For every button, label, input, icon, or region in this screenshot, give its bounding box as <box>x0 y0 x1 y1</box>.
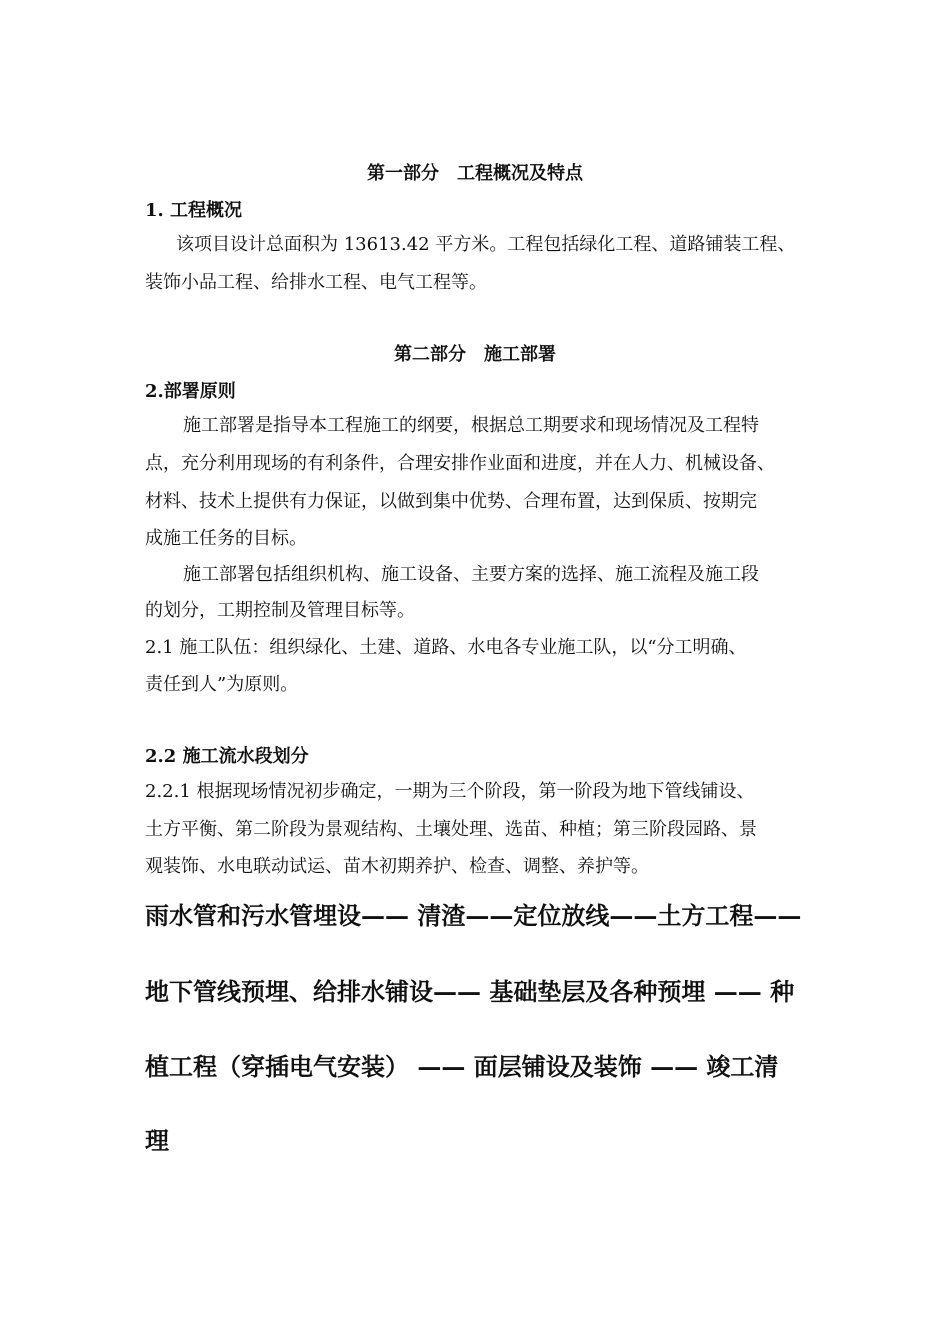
para4-line1: 2.1 施工队伍：组织绿化、土建、道路、水电各专业施工队，以“分工明确、 <box>145 637 747 658</box>
para2-line3: 材料、技术上提供有力保证，以做到集中优势、合理布置，达到保质、按期完 <box>145 491 757 512</box>
para5-line3: 观装饰、水电联动试运、苗木初期养护、检查、调整、养护等。 <box>145 856 649 877</box>
para1-line2: 装饰小品工程、给排水工程、电气工程等。 <box>145 272 487 293</box>
flow-line1: 雨水管和污水管埋设—— 清渣——定位放线——土方工程—— <box>145 901 802 930</box>
para3-line2: 的划分，工期控制及管理目标等。 <box>145 600 415 621</box>
section22-heading: 2.2 施工流水段划分 <box>145 746 309 767</box>
part2-title: 第二部分 施工部署 <box>394 344 556 365</box>
para2-line4: 成施工任务的目标。 <box>145 528 307 549</box>
para5-line2: 土方平衡、第二阶段为景观结构、土壤处理、选苗、种植；第三阶段园路、景 <box>145 819 757 840</box>
para2-line2: 点，充分利用现场的有利条件，合理安排作业面和进度，并在人力、机械设备、 <box>145 453 775 474</box>
flow-line3: 植工程（穿插电气安装） —— 面层铺设及装饰 —— 竣工清 <box>145 1052 779 1081</box>
para2-line1: 施工部署是指导本工程施工的纲要，根据总工期要求和现场情况及工程特 <box>183 415 759 436</box>
section1-heading: 1. 工程概况 <box>145 200 243 221</box>
para1-line1: 该项目设计总面积为 13613.42 平方米。工程包括绿化工程、道路铺装工程、 <box>176 234 796 255</box>
flow-line4: 理 <box>145 1126 169 1155</box>
para5-line1: 2.2.1 根据现场情况初步确定，一期为三个阶段，第一阶段为地下管线铺设、 <box>145 781 755 802</box>
flow-line2: 地下管线预埋、给排水铺设—— 基础垫层及各种预埋 —— 种 <box>145 977 795 1006</box>
section2-heading: 2.部署原则 <box>145 381 236 402</box>
para4-line2: 责任到人”为原则。 <box>145 674 299 695</box>
para3-line1: 施工部署包括组织机构、施工设备、主要方案的选择、施工流程及施工段 <box>183 564 759 585</box>
part1-title: 第一部分 工程概况及特点 <box>367 163 583 184</box>
